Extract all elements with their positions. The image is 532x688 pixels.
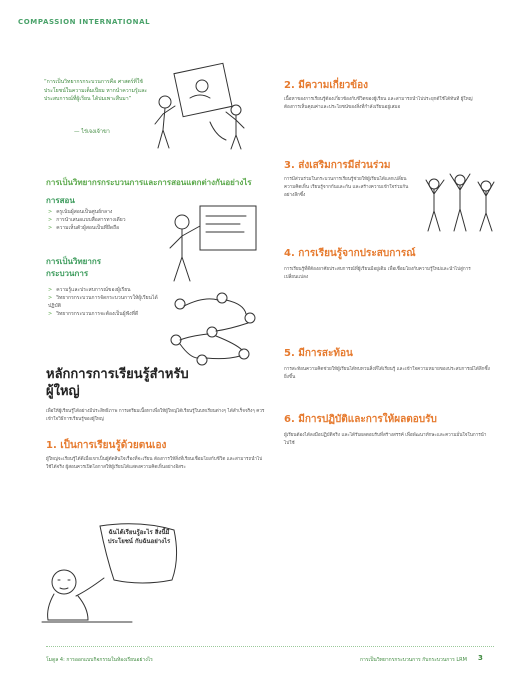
page-number: 3 bbox=[478, 654, 483, 662]
sketch-whiteboard-illustration bbox=[150, 62, 250, 152]
principle-2-text: เนื้อหาของการเรียนรู้ต้องเกี่ยวข้องกับชีวิตของผู้เรียน และสามารถนำไปประยุกต์ใช้ได้ทันที ผู้ใหญ่ต้องการเห็นคุณค่าและประโยชน์ของสิ่งที่กำลังเรียนอยู่เสมอ bbox=[284, 97, 473, 110]
teaching-title: การสอน bbox=[46, 196, 75, 205]
footer-divider bbox=[46, 646, 494, 647]
sketch-network-illustration bbox=[162, 288, 262, 368]
teaching-list bbox=[48, 208, 158, 232]
quote-author: — ไร่เจงเจ้าขา bbox=[74, 129, 110, 135]
footer-module-label: โมดูล 4: การออกแบบกิจกรรมในห้องเรียนอย่างไร bbox=[46, 657, 153, 663]
header-title: COMPASSION INTERNATIONAL bbox=[18, 18, 151, 26]
principle-4-title: 4. การเรียนรู้จากประสบการณ์ bbox=[284, 248, 416, 259]
principle-1-text: ผู้ใหญ่จะเรียนรู้ได้ดีเมื่อเขาเป็นผู้ตัดสินใจเรื่องที่จะเรียน ต้องการให้สิ่งที่เรียนเชื่อมโยงกับชีวิต และสามารถนำไปใช้ได้จริง ผู้สอนควรเปิดโอกาสให้ผู้เรียนได้แสดงความคิดเห็นอย่างอิสระ bbox=[46, 457, 263, 470]
facilitation-list bbox=[48, 286, 160, 318]
speech-bubble-text: ฉันได้เรียนรู้อะไร สิ่งนี้มีประโยชน์ กับฉันอย่างไร bbox=[107, 529, 171, 545]
quote-text: “การเป็นวิทยากรกระบวนการคือ ศาสตร์ที่ใช้ประโยชน์ในความเต็มเปี่ยม หากนำความรู้และประสบการณ์ที่ผู้เรียน ได้บ่มเพาะสืบมา” bbox=[44, 79, 148, 102]
footer-chapter-label: การเป็นวิทยากรกระบวนการ กับกระบวนการ LRM bbox=[360, 657, 467, 663]
principle-3-text: การมีส่วนร่วมในกระบวนการเรียนรู้ช่วยให้ผู้เรียนได้แลกเปลี่ยนความคิดเห็น เรียนรู้จากกันและกัน และสร้างความเข้าใจร่วมกันอย่างลึกซึ้ง bbox=[284, 177, 409, 198]
principle-3-title: 3. ส่งเสริมการมีส่วนร่วม bbox=[284, 160, 391, 171]
principle-6-text: ผู้เรียนต้องได้ลงมือปฏิบัติจริง และได้รับผลตอบรับที่สร้างสรรค์ เพื่อพัฒนาทักษะและความมั่นใจในการนำไปใช้ bbox=[284, 433, 487, 446]
principle-2-title: 2. มีความเกี่ยวข้อง bbox=[284, 80, 369, 91]
principle-4-text: การเรียนรู้ที่ดีต้องอาศัยประสบการณ์ที่ผู้เรียนมีอยู่เดิม เพื่อเชื่อมโยงกับความรู้ใหม่และนำไปสู่การเปลี่ยนแปลง bbox=[284, 267, 471, 280]
page-title: หลักการการเรียนรู้สำหรับผู้ใหญ่ bbox=[46, 367, 189, 399]
list-item: > ครูเน้นผู้สอนเป็นศูนย์กลาง bbox=[48, 209, 113, 215]
intro-paragraph: เพื่อให้ผู้เรียนรู้ได้อย่างมีประสิทธิภาพ การเตรียมเนื้อหาเพื่อให้ผู้ใหญ่ได้เรียนรู้ในบทเรียนต่างๆ ได้สำเร็จจริงๆ ควรเข้าใจวิธีการเรียนรู้ของผู้ใหญ่ bbox=[46, 409, 265, 422]
facilitation-title: การเป็นวิทยากรกระบวนการ bbox=[46, 257, 101, 278]
principle-5-title: 5. มีการสะท้อน bbox=[284, 348, 353, 359]
list-item: > วิทยากรกระบวนการจะต้องเป็นผู้ฟังที่ดี bbox=[48, 311, 139, 317]
principle-1-title: 1. เป็นการเรียนรู้ด้วยตนเอง bbox=[46, 440, 167, 451]
sketch-celebration-illustration bbox=[420, 164, 500, 244]
list-item: > วิทยากรกระบวนการจัดกระบวนการให้ผู้เรียนได้ปฏิบัติ bbox=[48, 295, 158, 309]
list-item: > การนำเสนอแบบสื่อสารทางเดียว bbox=[48, 217, 126, 223]
principle-5-text: การสะท้อนความคิดช่วยให้ผู้เรียนได้ทบทวนสิ่งที่ได้เรียนรู้ และเข้าใจความหมายของประสบการณ์ได้ลึกซึ้งยิ่งขึ้น bbox=[284, 367, 490, 380]
list-item: > ความเห็นตัวผู้สอนเป็นที่ยึดถือ bbox=[48, 225, 120, 231]
list-item: > ความรู้และประสบการณ์ของผู้เรียน bbox=[48, 287, 131, 293]
difference-section-title: การเป็นวิทยากรกระบวนการและการสอนแตกต่างกันอย่างไร bbox=[46, 178, 252, 187]
principle-6-title: 6. มีการปฏิบัติและการให้ผลตอบรับ bbox=[284, 414, 437, 425]
sketch-teacher-illustration bbox=[160, 200, 260, 286]
